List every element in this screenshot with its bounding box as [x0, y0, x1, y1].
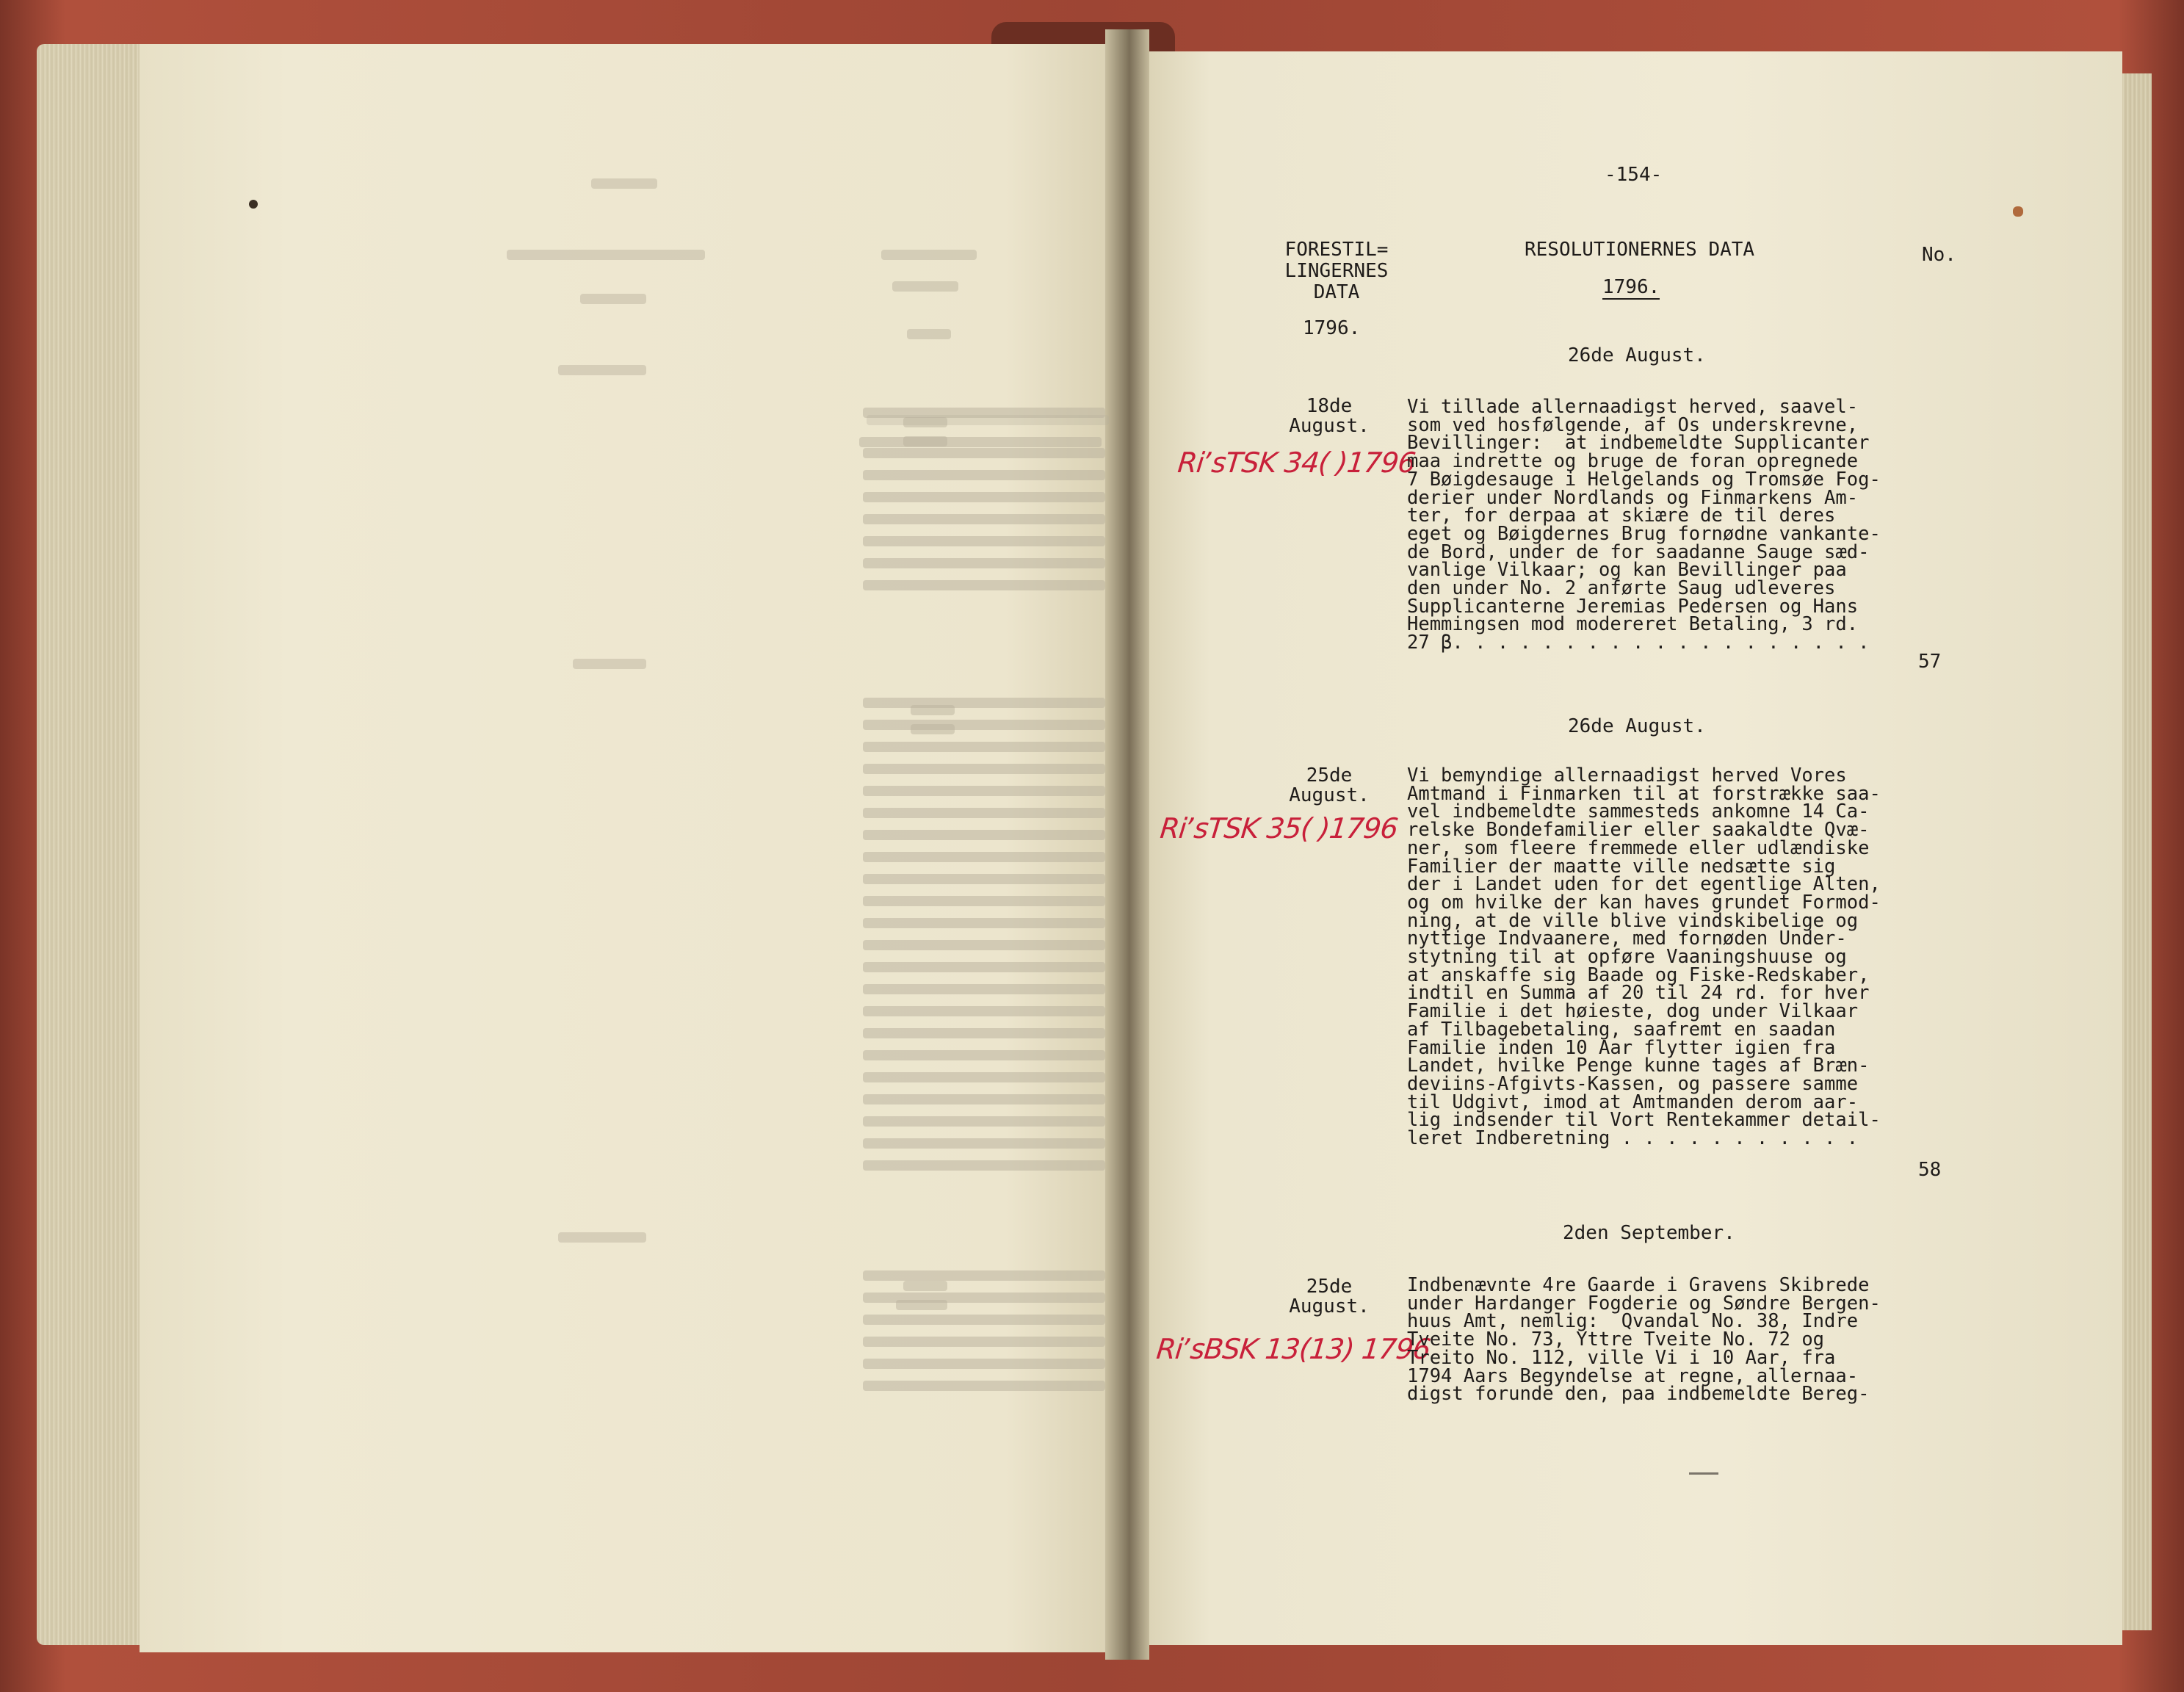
archive-reference: RiʼsTSK 35( )1796 [1158, 812, 1400, 845]
entry-number: 57 [1918, 651, 1942, 673]
binding-hole [2013, 206, 2023, 217]
resolution-year: 1796. [1602, 276, 1660, 298]
left-page-edges [37, 44, 147, 1645]
entry-date-heading: 26de August. [1568, 344, 1706, 366]
archive-reference: RiʼsBSK 13(13) 1796 [1154, 1333, 1432, 1365]
column-header-resolution: RESOLUTIONERNES DATA [1525, 239, 1755, 261]
divider [1689, 1472, 1718, 1475]
entry-date-heading: 26de August. [1568, 715, 1706, 737]
entry-text: Vi tillade allernaadigst herved, saavel- som ved hosfølgende, af Os underskrevne, Bevillinger: at indbemeldte Supplicanter maa indrette og bruge de foran opregnede 7 Bøigdesauge i Helgelands og Tromsøe Fog- derier under Nordlands og Finmarkens Am- ter, for derpaa at skiære de til deres eget og Bøigdernes Brug fornødne vankante- de Bord, under de for saadanne Sauge sæd- vanlige Vilkaar; og kan Bevillinger paa den under No. 2 anførte Saug udleveres Supplicanterne Jeremias Pedersen og Hans Hemmingsen mod modereret Betaling, 3 rd. 27 β. . . . . . . . . . . . . . . . . . . [1407, 396, 1881, 654]
column-header-no: No. [1922, 244, 1956, 266]
forestil-date: 25de August. [1289, 1276, 1370, 1317]
forestil-year: 1796. [1303, 317, 1361, 339]
forestil-date: 18de August. [1289, 395, 1370, 437]
binding-hole [249, 200, 258, 209]
book-gutter [1105, 29, 1149, 1660]
entry-number: 58 [1918, 1159, 1942, 1181]
page-number: -154- [1605, 164, 1663, 186]
column-header-forestil: FORESTIL= LINGERNES DATA [1284, 239, 1389, 303]
left-page [140, 44, 1124, 1652]
entry-text: Vi bemyndige allernaadigst herved Vores Amtmand i Finmarken til at forstrække saa- vel indbemeldte sammesteds ankomne 14 Ca- relske Bondefamilier eller saakaldte Qvæ- ner, som fleere fremmede eller udlændiske Familier der maatte ville nedsætte sig der i Landet uden for det egentlige Alten, og om hvilke der kan haves grundet Formod- ning, at de ville blive vindskibelige og nyttige Indvaanere, med fornøden Under- stytning til at opføre Vaaningshuuse og at anskaffe sig Baade og Fiske-Redskaber, indtil en Summa af 20 til 24 rd. for hver Familie i det høieste, dog under Vilkaar af Tilbagebetaling, saafremt en saadan Familie inden 10 Aar flytter igien fra Landet, hvilke Penge kunne tages af Bræn- deviins-Afgivts-Kassen, og passere samme til Udgivt, imod at Amtmanden derom aar- lig indsender til Vort Rentekammer detail- leret Indberetning . . . . . . . . . . . [1407, 764, 1881, 1150]
entry-text: Indbenævnte 4re Gaarde i Gravens Skibrede under Hardanger Fogderie og Søndre Bergen- huus Amt, nemlig: Qvandal No. 38, Indre Tveite No. 73, Yttre Tveite No. 72 og Treito No. 112, ville Vi i 10 Aar, fra 1794 Aars Begyndelse at regne, allernaa- digst forunde den, paa indbemeldte Bereg- [1407, 1274, 1881, 1406]
entry-date-heading: 2den September. [1563, 1222, 1735, 1244]
forestil-date: 25de August. [1289, 764, 1370, 806]
archive-reference: RiʼsTSK 34( )1796 [1176, 446, 1417, 479]
